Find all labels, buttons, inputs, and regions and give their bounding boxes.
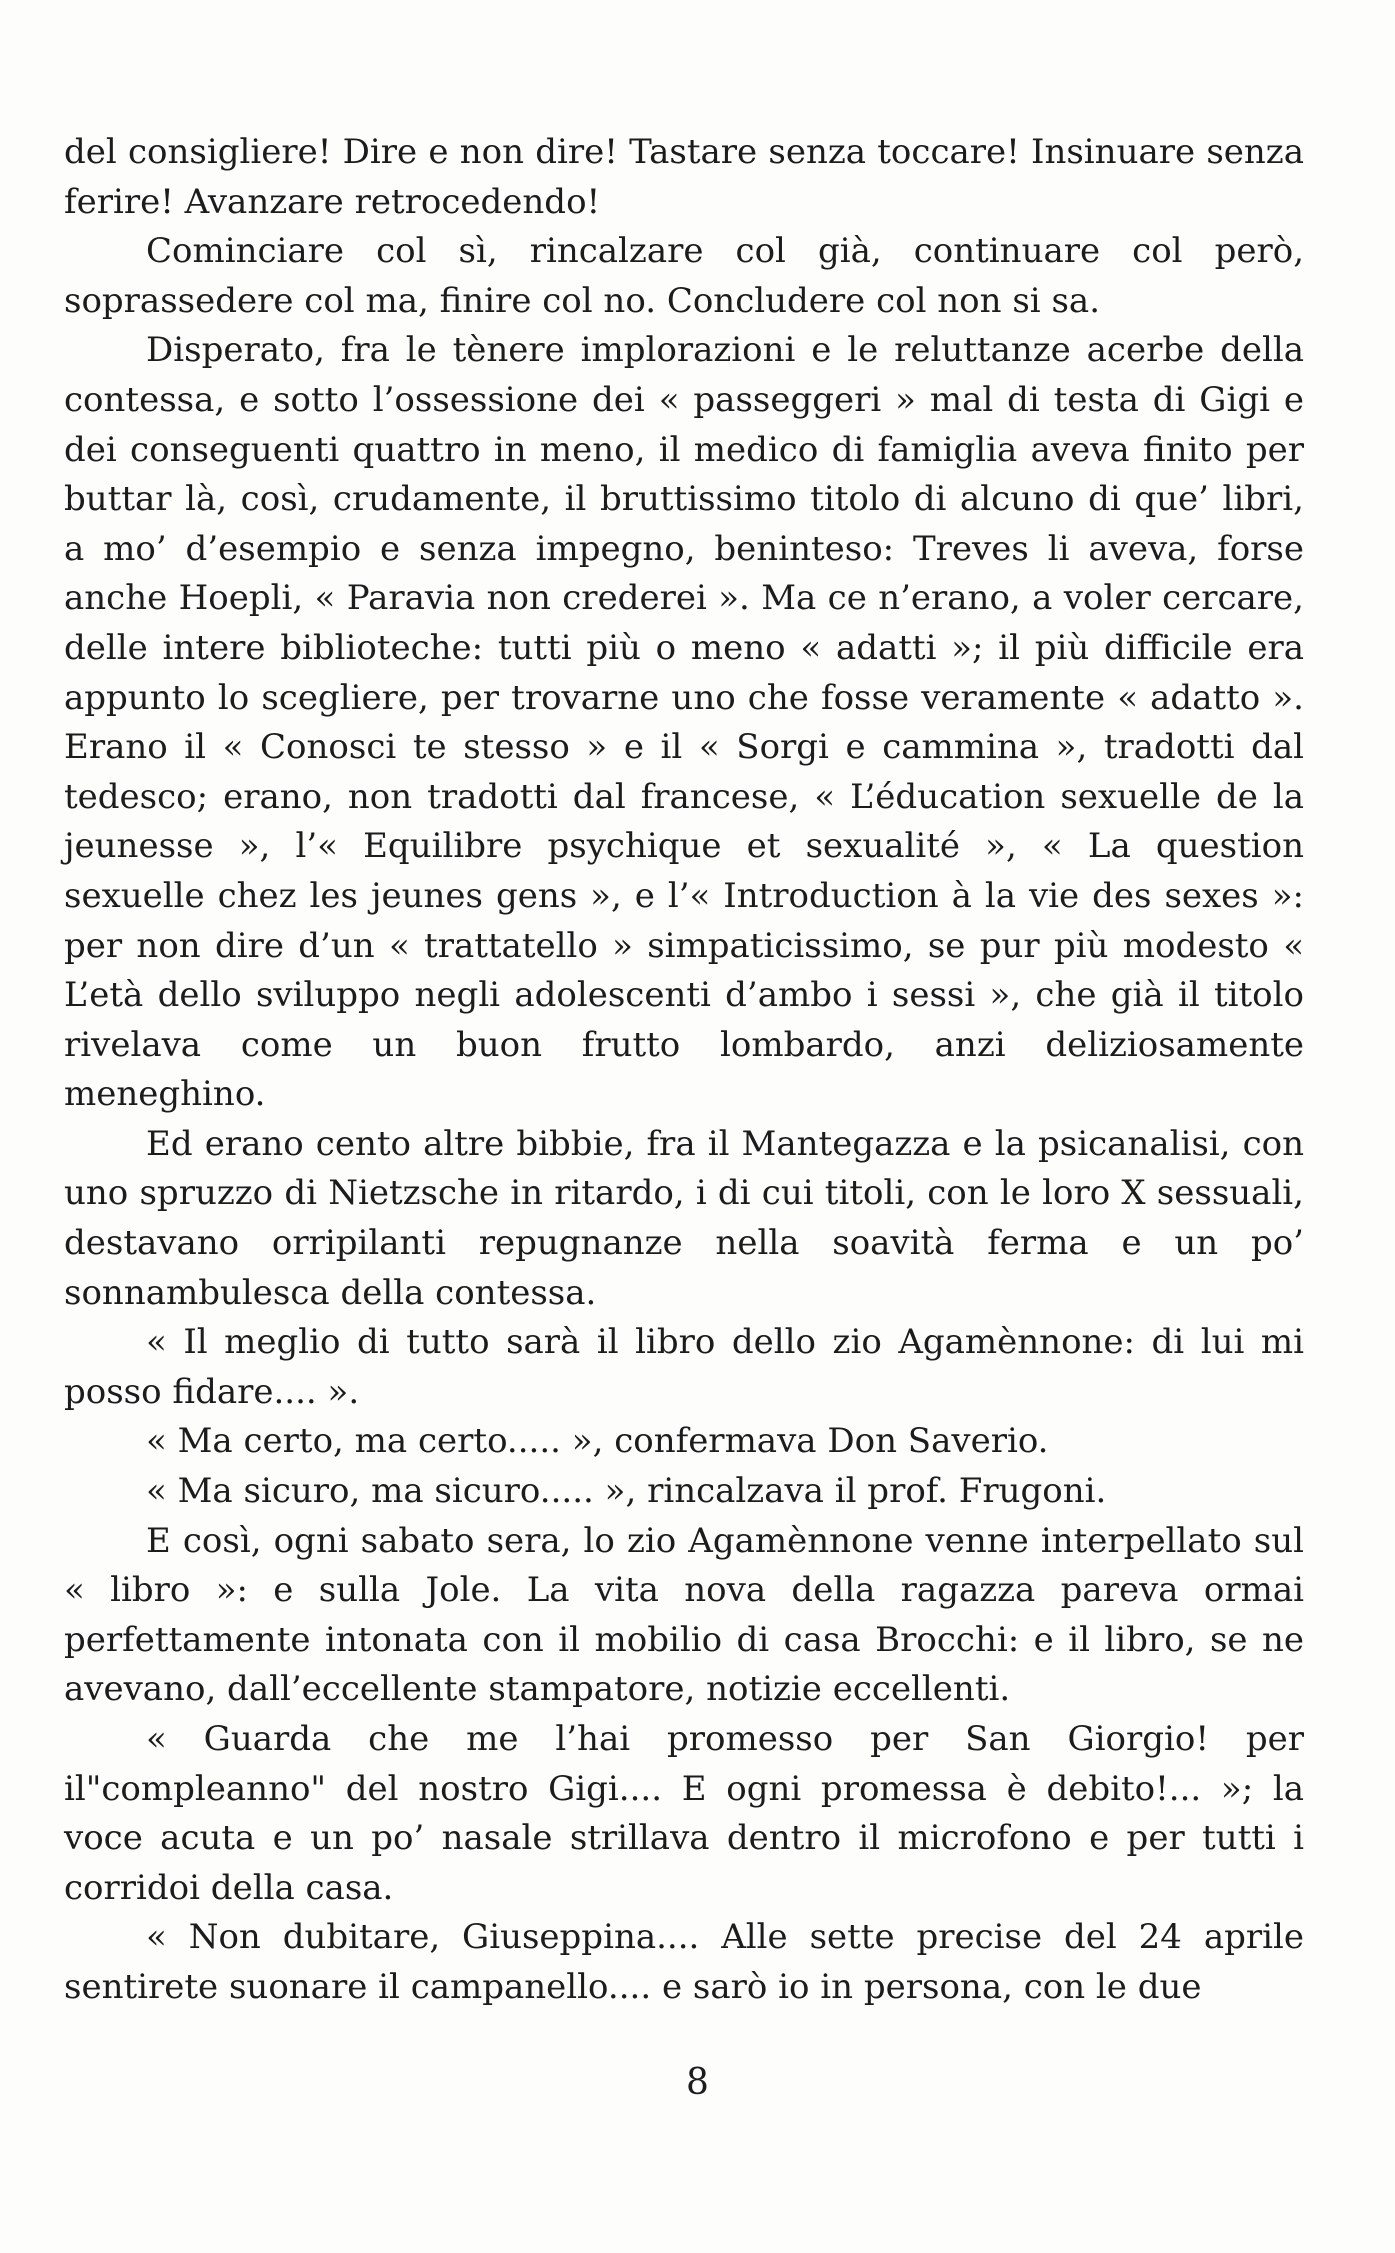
paragraph: E così, ogni sabato sera, lo zio Agamènnone venne interpellato sul « libro »: e sulla Jole. La vita nova della ragazza pareva ormai perfettamente intonata con il mobilio di casa Brocchi: e il libro, se ne avevano, dall’eccellente stampatore, notizie eccellenti. bbox=[64, 1520, 1304, 1710]
paragraph: del consigliere! Dire e non dire! Tastare senza toccare! Insinuare senza ferire! Avanzare retrocedendo! bbox=[64, 132, 1304, 222]
paragraph: « Ma sicuro, ma sicuro..... », rincalzava il prof. Frugoni. bbox=[146, 1471, 1107, 1512]
paragraph: « Non dubitare, Giuseppina.... Alle sette precise del 24 aprile sentirete suonare il campanello.... e sarò io in persona, con le due bbox=[64, 1917, 1304, 2007]
paragraph: « Il meglio di tutto sarà il libro dello zio Agamènnone: di lui mi posso fidare.... ». bbox=[64, 1322, 1304, 1412]
paragraph: Disperato, fra le tènere implorazioni e le reluttanze acerbe della contessa, e sotto l’ossessione dei « passeggeri » mal di testa di Gigi e dei conseguenti quattro in meno, il medico di famiglia aveva finito per buttar là, così, crudamente, il bruttissimo titolo di alcuno di que’ libri, a mo’ d’esempio e senza impegno, beninteso: Treves li aveva, forse anche Hoepli, « Paravia non crederei ». Ma ce n’erano, a voler cercare, delle intere biblioteche: tutti più o meno « adatti »; il più difficile era appunto lo scegliere, per trovarne uno che fosse veramente « adatto ». Erano il « Conosci te stesso » e il « Sorgi e cammina », tradotti dal tedesco; erano, non tradotti dal francese, « L’éducation sexuelle de la jeunesse », l’« Equilibre psychique et sexualité », « La question sexuelle chez les jeunes gens », e l’« Introduction à la vie des sexes »: per non dire d’un « trattatello » simpaticissimo, se pur più modesto « L’età dello sviluppo negli adolescenti d’ambo i sessi », che già il titolo rivelava come un buon frutto lombardo, anzi deliziosamente meneghino. bbox=[64, 330, 1304, 1115]
body-text bbox=[64, 128, 1304, 2013]
paragraph: Cominciare col sì, rincalzare col già, continuare col però, soprassedere col ma, finire col no. Concludere col non si sa. bbox=[64, 231, 1304, 321]
page-number: 8 bbox=[686, 2062, 709, 2103]
paragraph: « Ma certo, ma certo..... », confermava Don Saverio. bbox=[146, 1421, 1049, 1462]
paragraph: Ed erano cento altre bibbie, fra il Mantegazza e la psicanalisi, con uno spruzzo di Nietzsche in ritardo, i di cui titoli, con le loro X sessuali, destavano orripilanti repugnanze nella soavità ferma e un po’ sonnambulesca della contessa. bbox=[64, 1123, 1304, 1313]
paragraph: « Guarda che me l’hai promesso per San Giorgio! per il"compleanno" del nostro Gigi.... E ogni promessa è debito!... »; la voce acuta e un po’ nasale strillava dentro il microfono e per tutti i corridoi della casa. bbox=[64, 1719, 1304, 1908]
